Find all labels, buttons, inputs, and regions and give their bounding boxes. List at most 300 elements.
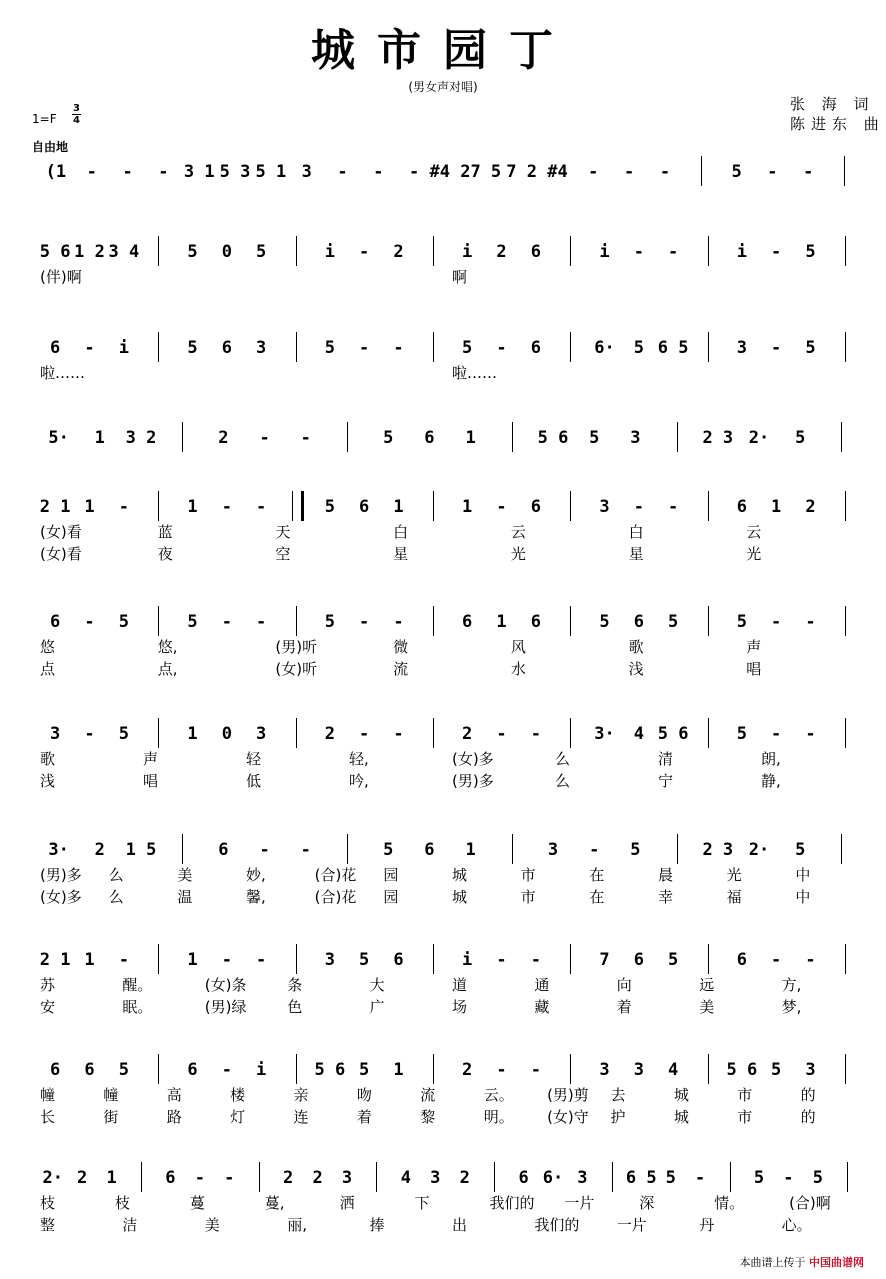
note: - — [803, 162, 814, 182]
note: (1 — [45, 162, 67, 182]
score-line — [0, 1166, 886, 1190]
barline — [570, 718, 571, 748]
note: 3 — [341, 1168, 353, 1188]
lyric-syllable: 歌 — [40, 750, 56, 768]
lyric-syllable: 星 — [393, 545, 409, 563]
lyric-syllable: 一片 — [616, 1216, 647, 1234]
note: 5 6 — [39, 242, 71, 262]
note: 5 — [795, 840, 806, 860]
lyric-syllable: 城 — [452, 888, 468, 906]
lyric-syllable: 夜 — [157, 545, 173, 563]
lyric-syllable: 水 — [510, 660, 526, 678]
barline — [570, 606, 571, 636]
note: 5 — [359, 1060, 370, 1080]
lyric-syllable: 城 — [673, 1086, 689, 1104]
note: 1 — [84, 950, 95, 970]
lyric-syllable: 么 — [555, 772, 571, 790]
note: 6 — [50, 338, 61, 358]
barline — [433, 236, 434, 266]
lyric-syllable: 光 — [510, 545, 526, 563]
note: 5 — [812, 1168, 823, 1188]
note: - — [373, 162, 384, 182]
note: 6· — [594, 338, 615, 358]
note: 6 — [518, 1168, 529, 1188]
note: 5 6 — [314, 1060, 346, 1080]
note: 2 — [393, 242, 404, 262]
note: 6 — [221, 338, 232, 358]
note: - — [221, 497, 232, 517]
note: - — [624, 162, 635, 182]
barline — [433, 332, 434, 362]
barline — [296, 718, 297, 748]
note: 3 — [577, 1168, 588, 1188]
lyric-syllable: 通 — [534, 976, 550, 994]
score-line — [0, 1058, 886, 1082]
lyric-line — [0, 1084, 886, 1104]
barline — [841, 834, 842, 864]
lyric-syllable: 街 — [103, 1108, 119, 1126]
note: 5 6 — [726, 1060, 758, 1080]
lyric-syllable: 道 — [452, 976, 468, 994]
lyric-syllable: 路 — [166, 1108, 182, 1126]
note: 2· — [748, 840, 770, 860]
note: 5 3 — [219, 162, 251, 182]
note: 1 — [187, 724, 198, 744]
note: - — [496, 1060, 507, 1080]
lyric-syllable: 明。 — [483, 1108, 514, 1126]
note: 6 — [530, 497, 541, 517]
note: 6 — [530, 338, 541, 358]
lyric-syllable: 中 — [795, 866, 811, 884]
note: - — [259, 840, 270, 860]
barline — [376, 1162, 377, 1192]
lyric-syllable: 静, — [761, 772, 781, 790]
lyric-syllable: 一片 — [564, 1194, 595, 1212]
note: 2 — [324, 724, 335, 744]
lyric-syllable: 园 — [383, 866, 399, 884]
barline — [845, 718, 846, 748]
lyric-syllable: 护 — [610, 1108, 626, 1126]
lyric-syllable: 么 — [108, 888, 124, 906]
lyric-syllable: 么 — [108, 866, 124, 884]
note: - — [221, 1060, 232, 1080]
barline — [708, 332, 709, 362]
barline — [296, 944, 297, 974]
lyric-syllable: 浅 — [40, 772, 56, 790]
lyric-syllable: (男)绿 — [204, 998, 247, 1016]
note: 3 1 — [183, 162, 215, 182]
lyric-line — [0, 886, 886, 906]
barline — [701, 156, 702, 186]
note: 2· — [42, 1168, 63, 1188]
lyric-syllable: 洁 — [122, 1216, 138, 1234]
note: 5 — [731, 162, 742, 182]
note: - — [359, 724, 370, 744]
key-signature: 1=F — [32, 112, 57, 126]
score-line — [0, 336, 886, 360]
note: 6 — [424, 840, 435, 860]
barline — [708, 944, 709, 974]
note: 1 2 — [74, 242, 105, 262]
barline — [845, 606, 846, 636]
lyric-syllable: 楼 — [230, 1086, 246, 1104]
note: - — [771, 950, 782, 970]
note: 2 — [805, 497, 816, 517]
note: 6 — [50, 612, 61, 632]
note: 6 — [462, 612, 473, 632]
song-subtitle: (男女声对唱) — [408, 80, 478, 94]
note: 5 — [383, 840, 394, 860]
lyric-syllable: 蔓, — [264, 1194, 285, 1212]
barline — [730, 1162, 731, 1192]
note: 5 — [187, 242, 198, 262]
note: - — [771, 612, 782, 632]
barline — [708, 606, 709, 636]
barline — [708, 1054, 709, 1084]
note: 3 — [256, 338, 267, 358]
note: 5· — [48, 428, 69, 448]
lyric-syllable: 温 — [177, 888, 193, 906]
note: 5 — [805, 242, 816, 262]
lyric-syllable: 美 — [204, 1216, 220, 1234]
note: 2 — [218, 428, 229, 448]
lyric-syllable: 广 — [369, 998, 385, 1016]
note: 5 — [805, 338, 816, 358]
lyric-syllable: 长 — [40, 1108, 56, 1126]
note: - — [393, 338, 404, 358]
lyric-syllable: 出 — [452, 1216, 468, 1234]
note: - — [496, 724, 507, 744]
lyric-syllable: 晨 — [658, 866, 674, 884]
barline — [708, 491, 709, 521]
note: 5 — [633, 338, 644, 358]
lyric-syllable: 浅 — [628, 660, 644, 678]
barline — [433, 944, 434, 974]
note: 5 — [795, 428, 806, 448]
note: - — [805, 724, 816, 744]
lyric-syllable: 市 — [520, 866, 536, 884]
note: - — [221, 612, 232, 632]
song-title: 城市园丁 — [311, 25, 575, 76]
note: - — [300, 840, 311, 860]
barline — [182, 834, 183, 864]
note: - — [805, 612, 816, 632]
lyric-syllable: 声 — [143, 750, 159, 768]
note: i — [462, 950, 473, 970]
note: 5 — [462, 338, 473, 358]
note: 3 — [50, 724, 61, 744]
lyric-syllable: 黎 — [420, 1108, 436, 1126]
note: - — [256, 612, 267, 632]
lyric-syllable: 市 — [737, 1086, 753, 1104]
note: 5 — [324, 338, 335, 358]
barline — [845, 1054, 846, 1084]
note: 4 — [400, 1168, 411, 1188]
footer-text: 本曲谱上传于 — [739, 1256, 806, 1269]
note: 3 — [805, 1060, 816, 1080]
note: 2 3 — [702, 840, 734, 860]
note: 5 — [383, 428, 394, 448]
note: 6 — [359, 497, 370, 517]
note: 3 — [599, 497, 610, 517]
lyric-syllable: 捧 — [369, 1216, 385, 1234]
lyric-syllable: 歌 — [628, 638, 644, 656]
note: 3· — [48, 840, 69, 860]
note: 4 — [633, 724, 644, 744]
barline — [296, 1054, 297, 1084]
barline — [158, 606, 159, 636]
lyric-syllable: 城 — [452, 866, 468, 884]
note: 6 — [736, 950, 747, 970]
note: 3 — [324, 950, 335, 970]
barline — [570, 332, 571, 362]
note: - — [122, 162, 133, 182]
note: - — [359, 612, 370, 632]
note: 1 — [187, 950, 198, 970]
note: 3 — [301, 162, 312, 182]
lyric-syllable: 流 — [420, 1086, 436, 1104]
lyric-syllable: 我们的 — [534, 1216, 580, 1234]
note: 5 — [187, 338, 198, 358]
note: - — [256, 950, 267, 970]
score-line — [0, 838, 886, 862]
lyric-syllable: 着 — [616, 998, 632, 1016]
lyric-syllable: 枝 — [114, 1194, 130, 1212]
lyric-syllable: 么 — [555, 750, 571, 768]
lyric-syllable: 丹 — [699, 1216, 715, 1234]
note: 3 — [630, 428, 641, 448]
note: 6 — [530, 242, 541, 262]
note: 5 6 — [537, 428, 569, 448]
lyric-syllable: 白 — [393, 523, 409, 541]
note: - — [259, 428, 270, 448]
time-signature-bottom: 4 — [73, 115, 80, 126]
note: 3 — [599, 1060, 610, 1080]
barline — [677, 422, 678, 452]
lyric-syllable: 洒 — [339, 1194, 355, 1212]
lyric-syllable: 我们的 — [489, 1194, 535, 1212]
lyric-line — [0, 543, 886, 563]
note: 5 — [630, 840, 641, 860]
lyric-syllable: 清 — [658, 750, 674, 768]
barline — [158, 236, 159, 266]
note: 6 — [218, 840, 229, 860]
lyric-syllable: 啊 — [452, 268, 468, 286]
note: - — [530, 950, 541, 970]
lyric-syllable: 方, — [781, 976, 802, 994]
score-line — [0, 722, 886, 746]
lyric-syllable: 天 — [275, 523, 291, 541]
lyric-syllable: 吟, — [349, 772, 369, 790]
note: 3 — [547, 840, 559, 860]
note: 6 — [187, 1060, 198, 1080]
note: - — [86, 162, 97, 182]
lyric-syllable: 悠 — [40, 638, 56, 656]
note: 6 — [736, 497, 747, 517]
lyric-syllable: (合)花 — [314, 866, 357, 884]
lyric-syllable: 的 — [800, 1108, 816, 1126]
barline — [677, 834, 678, 864]
score-line — [0, 426, 886, 450]
note: 5 — [118, 724, 129, 744]
lyric-syllable: 枝 — [40, 1194, 56, 1212]
note: - — [668, 497, 679, 517]
lyric-line — [0, 521, 886, 541]
barline — [494, 1162, 495, 1192]
lyric-syllable: 云 — [746, 523, 762, 541]
barline — [433, 718, 434, 748]
lyric-syllable: (女)看 — [40, 523, 82, 541]
note: 2 — [94, 840, 105, 860]
note: 2 1 — [39, 950, 71, 970]
score-line — [0, 160, 886, 184]
lyric-syllable: 苏 — [40, 976, 56, 994]
note: 3· — [594, 724, 615, 744]
note: 1 — [106, 1168, 117, 1188]
lyric-syllable: (男)多 — [40, 866, 82, 884]
note: 2 3 — [702, 428, 734, 448]
note: - — [695, 1168, 706, 1188]
score-line — [0, 948, 886, 972]
composer-credit: 陈进东 曲 — [790, 115, 885, 133]
lyric-syllable: (女)多 — [452, 750, 494, 768]
lyricist-credit: 张 海 词 — [790, 95, 875, 113]
lyric-syllable: 心。 — [781, 1216, 812, 1234]
lyric-syllable: 远 — [699, 976, 715, 994]
note: 1 — [496, 612, 507, 632]
barline — [259, 1162, 260, 1192]
note: - — [194, 1168, 205, 1188]
lyric-syllable: (女)条 — [204, 976, 247, 994]
barline — [296, 236, 297, 266]
note: 6 — [165, 1168, 176, 1188]
barline — [296, 606, 297, 636]
note: 4 — [668, 1060, 679, 1080]
note: - — [118, 950, 129, 970]
note: 3 — [256, 724, 267, 744]
note: - — [659, 162, 671, 182]
lyric-syllable: (男)多 — [452, 772, 494, 790]
lyric-syllable: (女)守 — [547, 1108, 589, 1126]
lyric-line — [0, 996, 886, 1016]
lyric-syllable: 福 — [726, 888, 742, 906]
lyric-syllable: 去 — [610, 1086, 626, 1104]
lyric-syllable: 啦…… — [40, 364, 86, 382]
score-line — [0, 610, 886, 634]
lyric-syllable: 梦, — [781, 998, 802, 1016]
lyric-syllable: 幢 — [40, 1086, 56, 1104]
note: - — [84, 724, 95, 744]
lyric-syllable: 空 — [275, 545, 291, 563]
note: - — [771, 724, 782, 744]
lyric-syllable: 市 — [737, 1108, 753, 1126]
note: - — [496, 338, 507, 358]
note: - — [84, 338, 95, 358]
note: 7 — [599, 950, 610, 970]
lyric-syllable: (女)听 — [275, 660, 318, 678]
lyric-syllable: 声 — [746, 638, 762, 656]
lyric-syllable: 连 — [293, 1108, 309, 1126]
score-line — [0, 495, 886, 519]
lyric-syllable: 星 — [628, 545, 644, 563]
note: 3 2 — [125, 428, 157, 448]
note: - — [496, 950, 507, 970]
barline — [845, 944, 846, 974]
note: - — [588, 162, 599, 182]
lyric-syllable: 灯 — [230, 1108, 246, 1126]
note: 2 — [283, 1168, 294, 1188]
note: - — [337, 162, 348, 182]
note: 6 — [530, 612, 541, 632]
lyric-syllable: (女)看 — [40, 545, 82, 563]
note: 2 — [462, 1060, 473, 1080]
note: 3 — [633, 1060, 644, 1080]
note: - — [256, 497, 267, 517]
note: - — [589, 840, 600, 860]
note: 5 — [118, 1060, 129, 1080]
note: 1 — [393, 1060, 404, 1080]
lyric-line — [0, 266, 886, 286]
note: 5 1 — [255, 162, 287, 182]
lyric-syllable: 点 — [40, 660, 56, 678]
barline — [708, 718, 709, 748]
barline — [296, 332, 297, 362]
time-signature — [72, 103, 81, 126]
lyric-line — [0, 362, 886, 382]
tempo-marking: 自由地 — [32, 140, 69, 154]
lyric-syllable: 整 — [40, 1216, 56, 1234]
lyric-syllable: 轻 — [246, 750, 262, 768]
note: 1 — [465, 428, 476, 448]
lyric-syllable: 大 — [369, 976, 385, 994]
note: - — [633, 497, 644, 517]
lyric-syllable: 藏 — [534, 998, 550, 1016]
barline — [347, 422, 348, 452]
note: 6 — [393, 950, 404, 970]
note: - — [221, 950, 232, 970]
lyric-syllable: 情。 — [714, 1194, 745, 1212]
lyric-syllable: 的 — [800, 1086, 816, 1104]
lyric-syllable: 唱 — [746, 660, 762, 678]
lyric-syllable: 亲 — [293, 1086, 309, 1104]
note: 5 — [771, 1060, 782, 1080]
note: 6 — [633, 612, 644, 632]
note: - — [530, 724, 541, 744]
note: 2 — [77, 1168, 88, 1188]
note: - — [84, 612, 95, 632]
note: i — [256, 1060, 267, 1080]
lyric-syllable: 高 — [166, 1086, 182, 1104]
barline — [158, 1054, 159, 1084]
note: 5 — [187, 612, 198, 632]
barline — [158, 491, 159, 521]
note: 2 — [312, 1168, 323, 1188]
note: 1 — [393, 497, 404, 517]
lyric-syllable: 唱 — [143, 772, 159, 790]
lyric-syllable: 轻, — [349, 750, 369, 768]
barline — [570, 1054, 571, 1084]
lyric-syllable: 眠。 — [122, 998, 153, 1016]
footer-logo: 中国曲谱网 — [809, 1256, 864, 1269]
lyric-syllable: (男)听 — [275, 638, 318, 656]
note: 2 1 — [39, 497, 71, 517]
lyric-syllable: (合)花 — [314, 888, 357, 906]
note: 1 — [84, 497, 95, 517]
note: 5 — [736, 724, 747, 744]
note: - — [668, 242, 679, 262]
note: 6 — [633, 950, 644, 970]
lyric-syllable: 深 — [639, 1194, 655, 1212]
